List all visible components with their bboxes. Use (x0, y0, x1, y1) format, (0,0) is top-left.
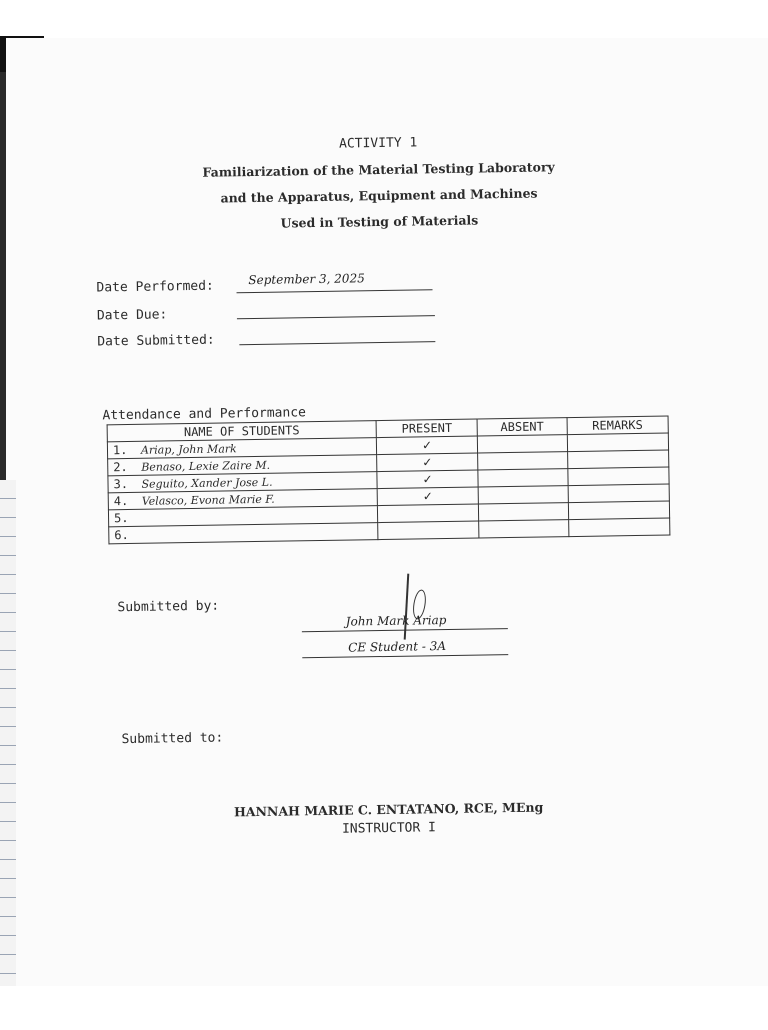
remarks-cell[interactable] (567, 450, 669, 469)
title-line-3: Used in Testing of Materials (0, 208, 764, 235)
remarks-cell[interactable] (568, 484, 670, 503)
student-name: Velasco, Evona Marie F. (142, 493, 275, 508)
row-number: 1. (113, 443, 141, 457)
student-name: Seguito, Xander Jose L. (141, 476, 272, 491)
header-absent: ABSENT (477, 418, 567, 436)
date-submitted-line (239, 341, 435, 345)
header-present: PRESENT (376, 419, 478, 438)
activity-number: ACTIVITY 1 (0, 130, 762, 157)
remarks-cell[interactable] (568, 467, 670, 486)
absent-cell[interactable] (478, 452, 568, 470)
present-cell[interactable] (377, 504, 479, 523)
title-line-2: and the Apparatus, Equipment and Machines (0, 182, 763, 209)
header-name: NAME OF STUDENTS (107, 421, 376, 442)
date-performed-label: Date Performed: (96, 279, 214, 296)
date-due-label: Date Due: (97, 307, 168, 323)
present-cell[interactable] (378, 521, 480, 540)
absent-cell[interactable] (478, 469, 568, 487)
row-number: 2. (113, 460, 141, 474)
submitter-name: John Mark Ariap (346, 613, 447, 629)
absent-cell[interactable] (479, 503, 569, 521)
present-cell[interactable]: ✓ (377, 487, 479, 506)
attendance-label: Attendance and Performance (102, 405, 306, 423)
remarks-cell[interactable] (568, 518, 670, 537)
submitter-position: CE Student - 3A (348, 639, 446, 655)
present-cell[interactable]: ✓ (377, 470, 479, 489)
row-number: 5. (114, 511, 142, 525)
student-name-cell[interactable] (109, 523, 378, 544)
absent-cell[interactable] (478, 486, 568, 504)
attendance-table (107, 416, 671, 545)
date-performed-line (237, 289, 433, 293)
header-remarks: REMARKS (567, 416, 669, 435)
date-due-line (237, 315, 435, 319)
row-number: 4. (114, 494, 142, 508)
instructor-title: INSTRUCTOR I (5, 815, 768, 842)
remarks-cell[interactable] (568, 501, 670, 520)
absent-cell[interactable] (478, 435, 568, 453)
instructor-name: HANNAH MARIE C. ENTATANO, RCE, MEng (5, 796, 768, 823)
submitter-position-line (302, 654, 508, 658)
submitted-by-label: Submitted by: (117, 599, 219, 616)
date-submitted-label: Date Submitted: (97, 333, 215, 350)
row-number: 3. (113, 477, 141, 491)
student-name: Benaso, Lexie Zaire M. (141, 459, 270, 474)
date-performed-value[interactable]: September 3, 2025 (248, 271, 365, 287)
present-cell[interactable]: ✓ (377, 453, 479, 472)
row-number: 6. (114, 528, 142, 542)
remarks-cell[interactable] (567, 433, 669, 452)
submitted-to-label: Submitted to: (121, 731, 223, 748)
absent-cell[interactable] (479, 520, 569, 538)
title-line-1: Familiarization of the Material Testing Laboratory (0, 156, 763, 183)
present-cell[interactable]: ✓ (376, 436, 478, 455)
student-name: Ariap, John Mark (141, 442, 237, 457)
